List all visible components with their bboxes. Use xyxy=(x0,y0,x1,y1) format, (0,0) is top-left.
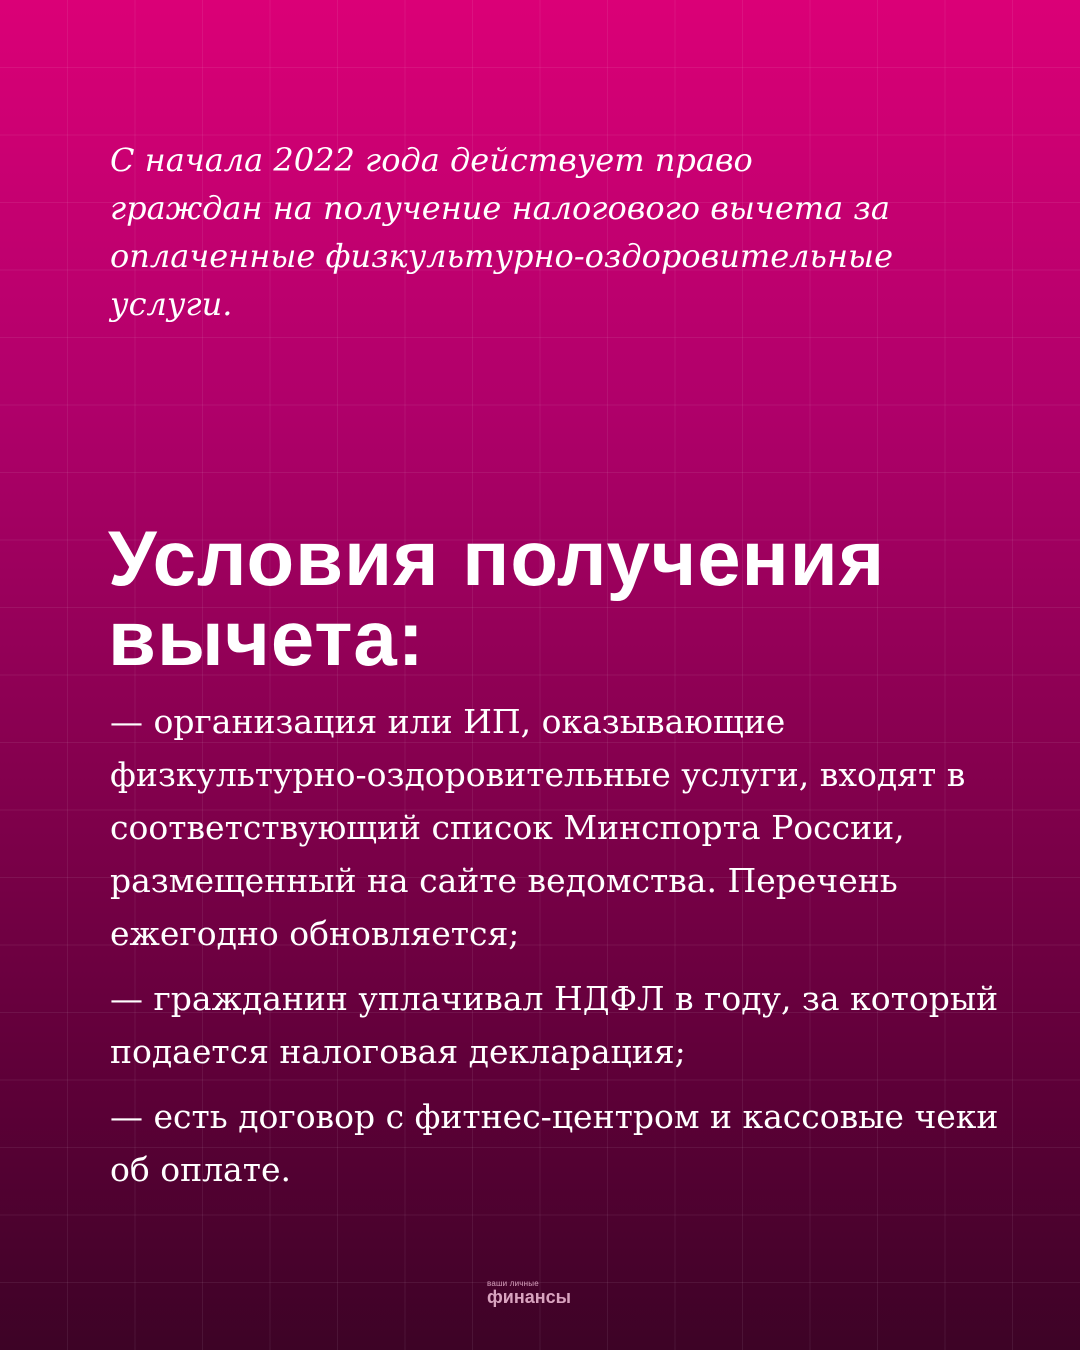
condition-item: — есть договор с фитнес-центром и кассовые чеки об оплате. xyxy=(110,1097,999,1189)
condition-item: — организация или ИП, оказывающие физкультурно-оздоровительные услуги, входят в соответствующий список Минспорта России, размещенный на сайте ведомства. Перечень ежегодно обновляется; xyxy=(110,702,966,953)
intro-text: С начала 2022 года действует право граждан на получение налогового вычета за оплаченные физкультурно-оздоровительные услуги. xyxy=(110,141,894,323)
heading-line-2: вычета: xyxy=(108,594,425,682)
logo-big-text: финансы xyxy=(487,1287,571,1307)
section-heading xyxy=(108,514,1008,682)
logo-small-text: ваши личные xyxy=(487,1279,539,1288)
conditions-list xyxy=(110,695,1030,1208)
heading-line-1: Условия получения xyxy=(108,514,886,602)
brand-logo xyxy=(487,1279,571,1306)
condition-item: — гражданин уплачивал НДФЛ в году, за который подается налоговая декларация; xyxy=(110,979,999,1071)
